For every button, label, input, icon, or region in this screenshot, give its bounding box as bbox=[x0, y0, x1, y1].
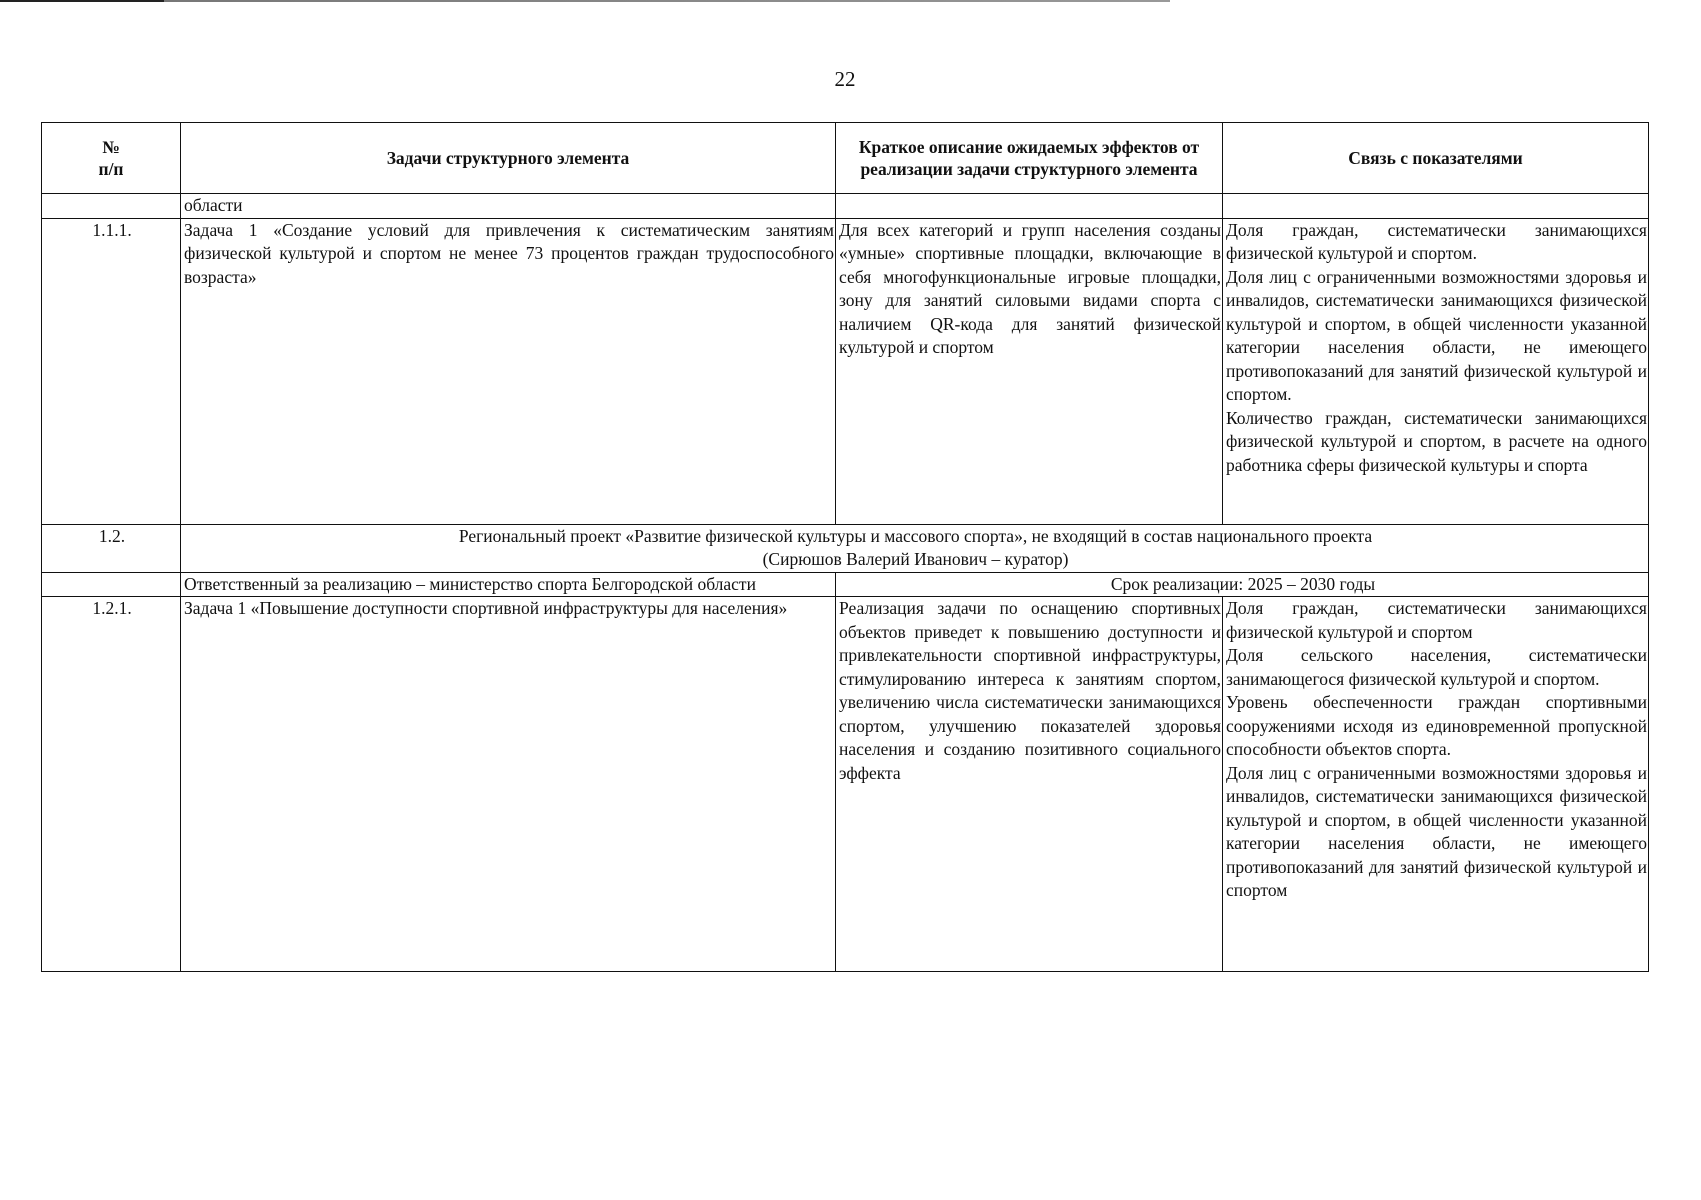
indicator-item: Доля лиц с ограниченными возможностями здоровья и инвалидов, систематически занимающихся физической культурой и спортом, в общей численности указанной категории населения области, не имеющего противопоказаний для занятий физической культурой и спортом bbox=[1226, 762, 1647, 900]
header-effects: Краткое описание ожидаемых эффектов от реализации задачи структурного элемента bbox=[836, 123, 1223, 194]
page-number: 22 bbox=[834, 67, 856, 91]
cell-number bbox=[42, 572, 181, 597]
indicator-item: Доля граждан, систематически занимающихся физической культурой и спортом bbox=[1226, 598, 1647, 642]
cell-effects: Реализация задачи по оснащению спортивных объектов приведет к повышению доступности и привлекательности спортивной инфраструктуры, стимулированию интереса к занятиям спортом, увеличению числа систематически занимающихся спортом, улучшению показателей здоровья населения и созданию позитивного социального эффекта bbox=[836, 597, 1223, 972]
cell-number bbox=[42, 194, 181, 219]
header-tasks: Задачи структурного элемента bbox=[181, 123, 836, 194]
cell-period: Срок реализации: 2025 – 2030 годы bbox=[836, 572, 1649, 597]
cell-effects bbox=[836, 194, 1223, 219]
cell-number: 1.2.1. bbox=[42, 597, 181, 972]
cell-indicators bbox=[1223, 194, 1649, 219]
indicator-item: Количество граждан, систематически занимающихся физической культурой и спортом, в расчете на одного работника сферы физической культуры и спорта bbox=[1226, 407, 1647, 475]
header-number-text: № п/п bbox=[98, 137, 124, 179]
project-title: Региональный проект «Развитие физической культуры и массового спорта», не входящий в состав национального проекта bbox=[458, 525, 1373, 546]
table-row bbox=[42, 218, 1649, 524]
table-row-project bbox=[42, 524, 1649, 572]
structural-element-table bbox=[41, 122, 1649, 972]
indicator-item: Доля сельского населения, систематически занимающегося физической культурой и спортом. bbox=[1226, 645, 1647, 689]
header-number bbox=[42, 123, 181, 194]
cell-number: 1.1.1. bbox=[42, 218, 181, 524]
cell-number: 1.2. bbox=[42, 524, 181, 572]
header-indicators: Связь с показателями bbox=[1223, 123, 1649, 194]
cell-project bbox=[181, 524, 1649, 572]
cell-indicators bbox=[1223, 597, 1649, 972]
cell-tasks: Задача 1 «Создание условий для привлечения к систематическим занятиям физической культурой и спортом не менее 73 процентов граждан трудоспособного возраста» bbox=[181, 218, 836, 524]
indicator-item: Уровень обеспеченности граждан спортивными сооружениями исходя из единовременной пропускной способности объектов спорта. bbox=[1226, 692, 1647, 759]
table-row-responsible bbox=[42, 572, 1649, 597]
cell-effects: Для всех категорий и групп населения созданы «умные» спортивные площадки, включающие в себя многофункциональные игровые площадки, зону для занятий силовыми видами спорта с наличием QR-кода для занятий физической культурой и спортом bbox=[836, 218, 1223, 524]
indicator-item: Доля лиц с ограниченными возможностями здоровья и инвалидов, систематически занимающихся физической культурой и спортом, в общей численности указанной категории населения области, не имеющего противопоказаний для занятий физической культурой и спортом. bbox=[1226, 266, 1647, 404]
cell-indicators bbox=[1223, 218, 1649, 524]
cell-tasks: области bbox=[181, 194, 836, 219]
cell-tasks: Задача 1 «Повышение доступности спортивной инфраструктуры для населения» bbox=[181, 597, 836, 972]
project-curator: (Сирюшов Валерий Иванович – куратор) bbox=[762, 549, 1069, 569]
indicator-item: Доля граждан, систематически занимающихся физической культурой и спортом. bbox=[1226, 219, 1647, 263]
scan-edge-line bbox=[0, 0, 1170, 2]
table-header-row bbox=[42, 123, 1649, 194]
table-row bbox=[42, 194, 1649, 219]
table-row bbox=[42, 597, 1649, 972]
cell-responsible: Ответственный за реализацию – министерство спорта Белгородской области bbox=[181, 572, 836, 597]
